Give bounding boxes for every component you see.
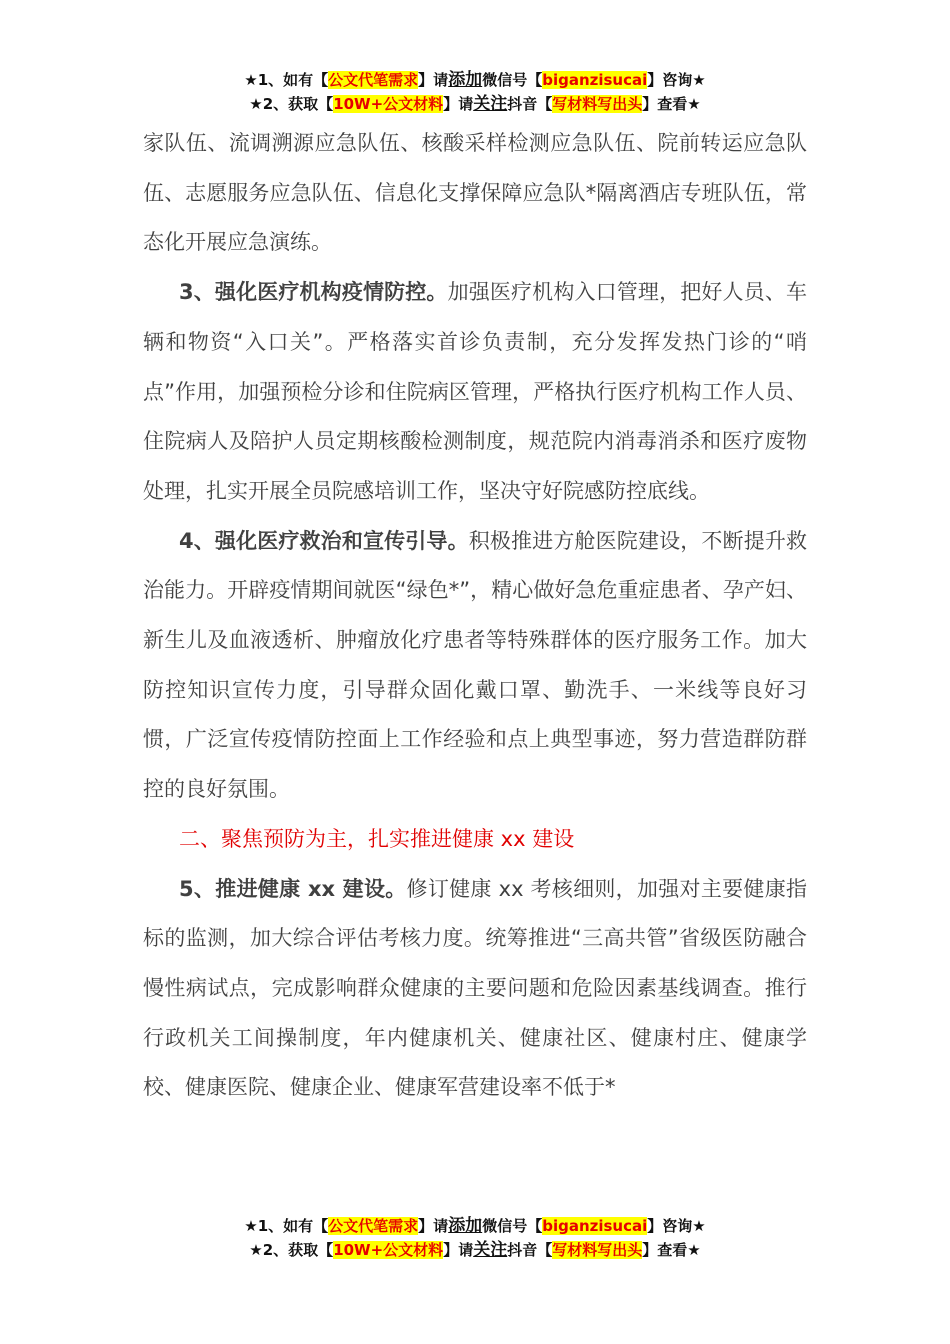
notice-text: ★1、如有【	[244, 1217, 329, 1235]
highlight-wechat-id: biganzisucai	[542, 1217, 648, 1235]
highlight-service: 公文代笔需求	[328, 71, 419, 89]
notice-line-2	[0, 92, 950, 116]
notice-text: ★2、获取【	[249, 1241, 334, 1259]
highlight-materials: 10W+公文材料	[333, 95, 444, 113]
paragraph-3	[143, 268, 807, 517]
notice-line-1	[0, 1214, 950, 1238]
notice-text: 】咨询★	[647, 71, 706, 89]
notice-text: 抖音【	[507, 1241, 553, 1259]
highlight-service: 公文代笔需求	[328, 1217, 419, 1235]
notice-line-2	[0, 1238, 950, 1262]
emphasis-follow: 关注	[473, 94, 508, 114]
emphasis-add: 添加	[448, 1216, 483, 1236]
notice-text: ★2、获取【	[249, 95, 334, 113]
notice-text: 抖音【	[507, 95, 553, 113]
notice-text: 】查看★	[642, 1241, 701, 1259]
notice-text: 】请	[418, 1217, 449, 1235]
notice-text: 微信号【	[482, 1217, 543, 1235]
paragraph-continuation: 家队伍、流调溯源应急队伍、核酸采样检测应急队伍、院前转运应急队伍、志愿服务应急队伍、信息化支撑保障应急队*隔离酒店专班队伍，常态化开展应急演练。	[143, 131, 807, 255]
notice-text: 】请	[443, 95, 474, 113]
top-notice-banner	[0, 68, 950, 116]
notice-text: ★1、如有【	[244, 71, 329, 89]
emphasis-follow: 关注	[473, 1240, 508, 1260]
emphasis-add: 添加	[448, 70, 483, 90]
paragraph-3-text: 加强医疗机构入口管理，把好人员、车辆和物资“入口关”。严格落实首诊负责制，充分发挥发热门诊的“哨点”作用，加强预检分诊和住院病区管理，严格执行医疗机构工作人员、住院病人及陪护人员定期核酸检测制度，规范院内消毒消杀和医疗废物处理，扎实开展全员院感培训工作，坚决守好院感防控底线。	[143, 280, 807, 503]
highlight-wechat-id: biganzisucai	[542, 71, 648, 89]
notice-text: 】咨询★	[647, 1217, 706, 1235]
highlight-douyin-account: 写材料写出头	[552, 1241, 643, 1259]
section-heading-2: 二、聚焦预防为主，扎实推进健康 xx 建设	[179, 826, 575, 851]
bottom-notice-banner	[0, 1214, 950, 1262]
highlight-materials: 10W+公文材料	[333, 1241, 444, 1259]
notice-text: 】请	[443, 1241, 474, 1259]
paragraph-5-lead: 5、推进健康 xx 建设。	[179, 876, 407, 901]
paragraph-4	[143, 517, 807, 815]
notice-text: 】查看★	[642, 95, 701, 113]
notice-text: 微信号【	[482, 71, 543, 89]
notice-text: 】请	[418, 71, 449, 89]
paragraph-4-lead: 4、强化医疗救治和宣传引导。	[179, 528, 469, 553]
notice-line-1	[0, 68, 950, 92]
highlight-douyin-account: 写材料写出头	[552, 95, 643, 113]
paragraph-5-text: 修订健康 xx 考核细则，加强对主要健康指标的监测，加大综合评估考核力度。统筹推进“三高共管”省级医防融合慢性病试点，完成影响群众健康的主要问题和危险因素基线调查。推行行政机关工间操制度，年内健康机关、健康社区、健康村庄、健康学校、健康医院、健康企业、健康军营建设率不低于*	[143, 876, 807, 1100]
document-body	[143, 119, 807, 1113]
paragraph-3-lead: 3、强化医疗机构疫情防控。	[179, 280, 448, 305]
paragraph-4-text: 积极推进方舱医院建设，不断提升救治能力。开辟疫情期间就医“绿色*”，精心做好急危重症患者、孕产妇、新生儿及血液透析、肿瘤放化疗患者等特殊群体的医疗服务工作。加大防控知识宣传力度，引导群众固化戴口罩、勤洗手、一米线等良好习惯，广泛宣传疫情防控面上工作经验和点上典型事迹，努力营造群防群控的良好氛围。	[143, 528, 807, 802]
paragraph-5	[143, 865, 807, 1114]
